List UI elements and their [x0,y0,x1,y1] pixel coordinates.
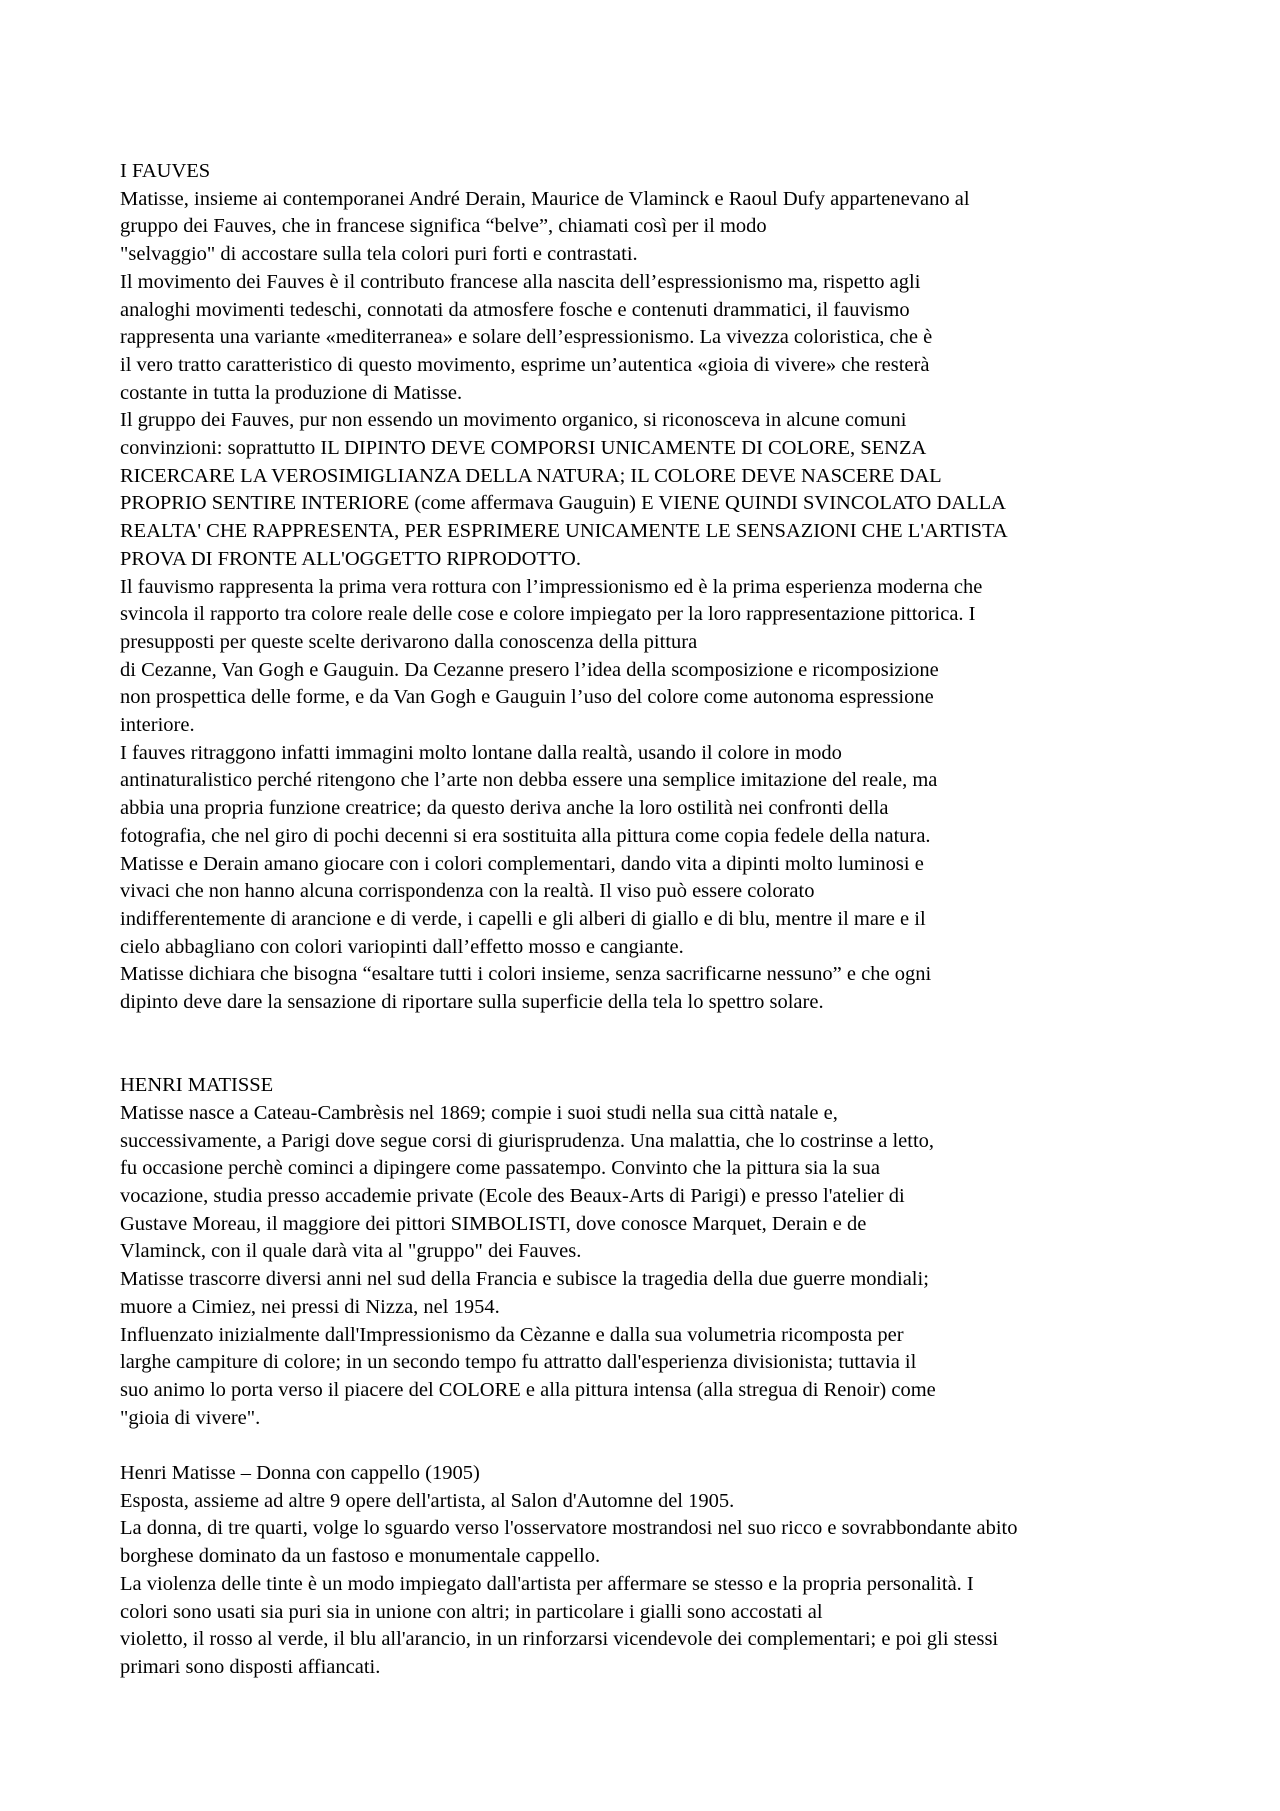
text-line: REALTA' CHE RAPPRESENTA, PER ESPRIMERE UNICAMENTE LE SENSAZIONI CHE L'ARTISTA [120,520,1008,543]
text-line: La donna, di tre quarti, volge lo sguardo verso l'osservatore mostrandosi nel suo ricco e sovrabbondante abito [120,1517,1018,1540]
text-line: suo animo lo porta verso il piacere del COLORE e alla pittura intensa (alla stregua di Renoir) come [120,1378,936,1401]
text-line: Gustave Moreau, il maggiore dei pittori SIMBOLISTI, dove conosce Marquet, Derain e de [120,1212,867,1235]
blank-line [120,1017,1180,1045]
section-0 [120,158,1180,1017]
text-line: I fauves ritraggono infatti immagini molto lontane dalla realtà, usando il colore in modo [120,741,842,764]
text-line: rappresenta una variante «mediterranea» e solare dell’espressionismo. La vivezza coloristica, che è [120,326,933,349]
text-line: Matisse, insieme ai contemporanei André Derain, Maurice de Vlaminck e Raoul Dufy appartenevano al [120,187,970,210]
text-line: muore a Cimiez, nei pressi di Nizza, nel 1954. [120,1295,500,1318]
text-line: Il gruppo dei Fauves, pur non essendo un movimento organico, si riconosceva in alcune comuni [120,409,907,432]
text-line: abbia una propria funzione creatrice; da questo deriva anche la loro ostilità nei confronti della [120,797,889,820]
section-title: I FAUVES [120,160,211,182]
text-line: antinaturalistico perché ritengono che l’arte non debba essere una semplice imitazione del reale, ma [120,769,938,792]
text-line: "gioia di vivere". [120,1406,261,1429]
blank-line [120,1044,1180,1072]
text-line: Esposta, assieme ad altre 9 opere dell'artista, al Salon d'Automne del 1905. [120,1489,735,1512]
text-line: indifferentemente di arancione e di verde, i capelli e gli alberi di giallo e di blu, mentre il mare e il [120,907,926,930]
text-line: costante in tutta la produzione di Matisse. [120,381,463,404]
text-line: "selvaggio" di accostare sulla tela colori puri forti e contrastati. [120,243,638,266]
text-line: dipinto deve dare la sensazione di riportare sulla superficie della tela lo spettro solare. [120,991,824,1014]
text-line: di Cezanne, Van Gogh e Gauguin. Da Cezanne presero l’idea della scomposizione e ricomposizione [120,658,939,681]
text-line: RICERCARE LA VEROSIMIGLIANZA DELLA NATURA; IL COLORE DEVE NASCERE DAL [120,464,942,487]
text-line: analoghi movimenti tedeschi, connotati da atmosfere fosche e contenuti drammatici, il fauvismo [120,298,910,321]
text-line: cielo abbagliano con colori variopinti dall’effetto mosso e cangiante. [120,935,684,958]
text-line: non prospettica delle forme, e da Van Gogh e Gauguin l’uso del colore come autonoma espressione [120,686,934,709]
text-line: Influenzato inizialmente dall'Impressionismo da Cèzanne e dalla sua volumetria ricomposta per [120,1323,904,1346]
text-line: svincola il rapporto tra colore reale delle cose e colore impiegato per la loro rappresentazione pittorica. I [120,603,976,626]
text-line: borghese dominato da un fastoso e monumentale cappello. [120,1545,601,1568]
text-line: fotografia, che nel giro di pochi decenni si era sostituita alla pittura come copia fedele della natura. [120,824,931,847]
text-line: vocazione, studia presso accademie private (Ecole des Beaux-Arts di Parigi) e presso l'atelier di [120,1184,905,1207]
text-line: PROPRIO SENTIRE INTERIORE (come affermava Gauguin) E VIENE QUINDI SVINCOLATO DALLA [120,492,1006,515]
text-line: Matisse trascorre diversi anni nel sud della Francia e subisce la tragedia della due guerre mondiali; [120,1268,929,1291]
section-title: HENRI MATISSE [120,1074,274,1097]
text-line: larghe campiture di colore; in un secondo tempo fu attratto dall'esperienza divisionista; tuttavia il [120,1351,917,1374]
text-line: colori sono usati sia puri sia in unione con altri; in particolare i gialli sono accostati al [120,1600,823,1623]
text-line: Matisse dichiara che bisogna “esaltare tutti i colori insieme, senza sacrificarne nessuno” e che ogni [120,963,932,986]
section-1 [120,1072,1180,1432]
text-line: PROVA DI FRONTE ALL'OGGETTO RIPRODOTTO. [120,547,581,570]
blank-line [120,1432,1180,1460]
text-line: Il movimento dei Fauves è il contributo francese alla nascita dell’espressionismo ma, rispetto agli [120,270,921,293]
text-line: gruppo dei Fauves, che in francese significa “belve”, chiamati così per il modo [120,215,767,238]
text-line: interiore. [120,714,195,737]
text-line: successivamente, a Parigi dove segue corsi di giurisprudenza. Una malattia, che lo costrinse a letto, [120,1129,935,1152]
text-line: Il fauvismo rappresenta la prima vera rottura con l’impressionismo ed è la prima esperienza moderna che [120,575,983,598]
section-title: Henri Matisse – Donna con cappello (1905) [120,1462,480,1484]
text-line: primari sono disposti affiancati. [120,1655,381,1678]
text-line: La violenza delle tinte è un modo impiegato dall'artista per affermare se stesso e la propria personalità. I [120,1572,974,1595]
text-line: violetto, il rosso al verde, il blu all'arancio, in un rinforzarsi vicendevole dei complementari; e poi gli stessi [120,1628,999,1651]
text-line: fu occasione perchè cominci a dipingere come passatempo. Convinto che la pittura sia la sua [120,1157,880,1180]
document-page [120,158,1180,1682]
text-line: vivaci che non hanno alcuna corrispondenza con la realtà. Il viso può essere colorato [120,880,815,903]
text-line: Matisse nasce a Cateau-Cambrèsis nel 1869; compie i suoi studi nella sua città natale e, [120,1101,838,1124]
text-line: presupposti per queste scelte derivarono dalla conoscenza della pittura [120,630,698,653]
text-line: Matisse e Derain amano giocare con i colori complementari, dando vita a dipinti molto luminosi e [120,852,924,875]
text-line: il vero tratto caratteristico di questo movimento, esprime un’autentica «gioia di vivere» che resterà [120,353,930,376]
section-2 [120,1460,1180,1682]
text-line: Vlaminck, con il quale darà vita al "gruppo" dei Fauves. [120,1240,582,1263]
text-line: convinzioni: soprattutto IL DIPINTO DEVE COMPORSI UNICAMENTE DI COLORE, SENZA [120,437,927,460]
